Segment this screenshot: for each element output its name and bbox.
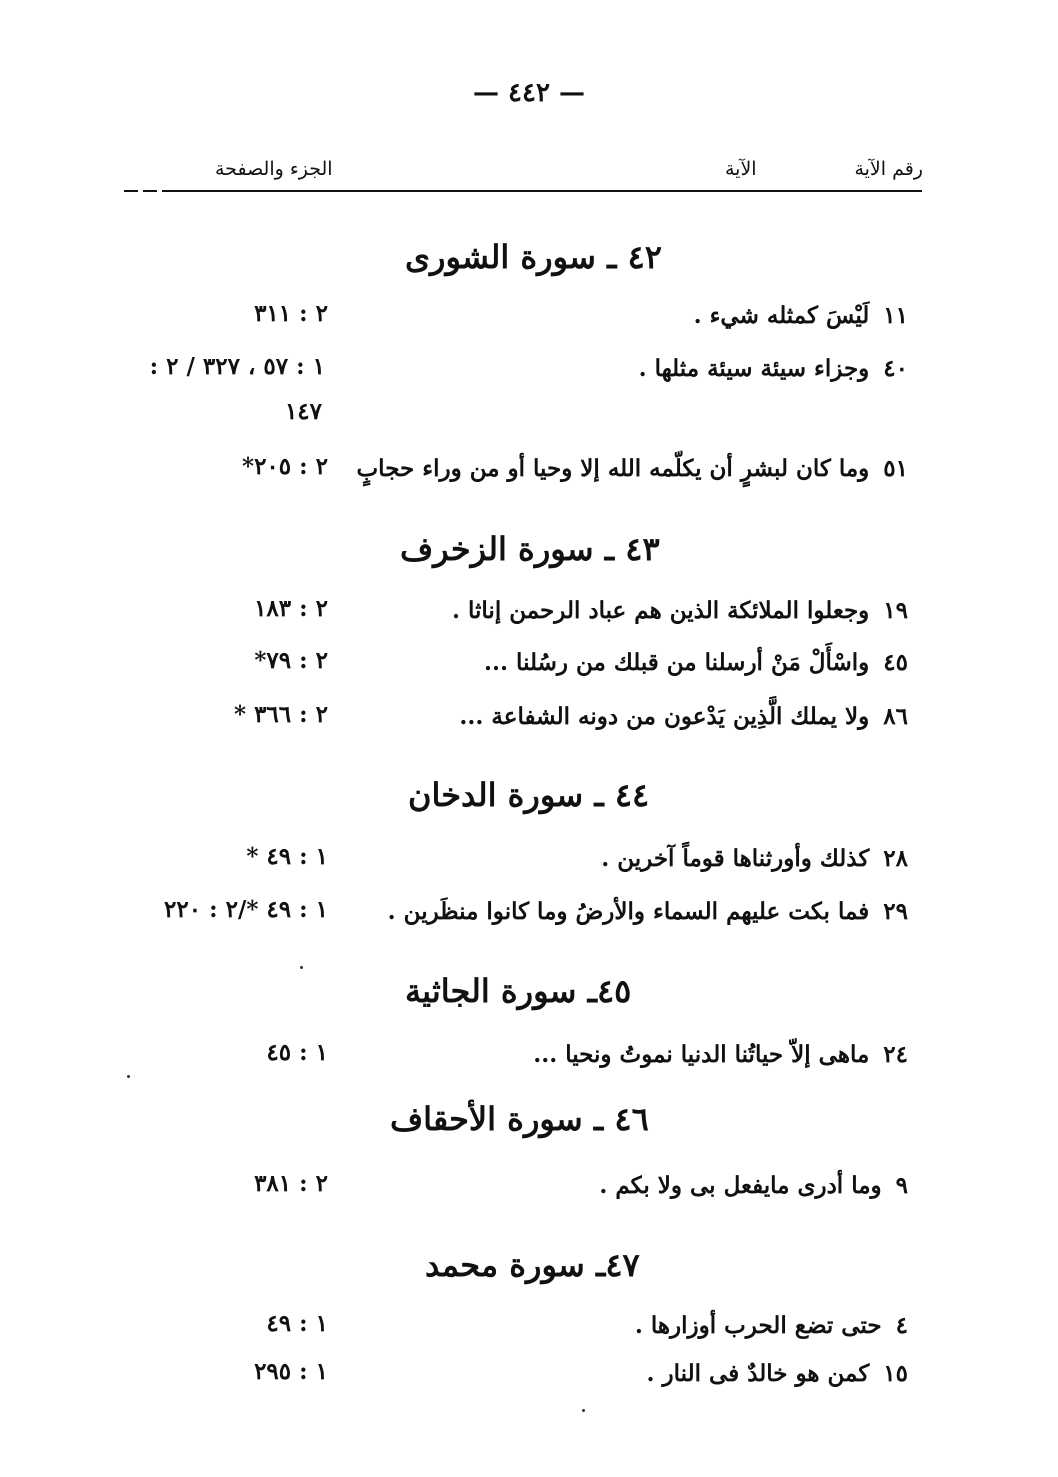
volume-page-reference: ١ : ٥٧ ، ٣٢٧ / ٢ : xyxy=(149,353,325,380)
volume-page-reference: ١ : ٤٥ xyxy=(266,1039,328,1066)
volume-page-reference: ٢ : ٧٩* xyxy=(254,647,328,674)
volume-page-reference: ٢ : ١٨٣ xyxy=(254,595,328,622)
scan-speck xyxy=(300,966,303,969)
volume-page-reference: ٢ : ٣١١ xyxy=(254,300,328,327)
volume-page-reference: ٢ : ٣٦٦ * xyxy=(234,701,328,728)
verse-text: فما بكت عليهم السماء والأرضُ وما كانوا منظَرين . xyxy=(387,898,870,925)
column-header-verse: الآية xyxy=(725,158,757,180)
verse-number: ٨٦ xyxy=(883,703,908,730)
verse-entry xyxy=(601,845,908,872)
volume-page-reference-continued: ١٤٧ xyxy=(284,398,322,425)
verse-text: لَيْسَ كمثله شيء . xyxy=(693,302,870,329)
column-header-verse-number: رقم الآية xyxy=(854,158,923,180)
surah-title: ٤٢ ـ سورة الشورى xyxy=(405,238,662,276)
verse-entry xyxy=(694,302,908,329)
verse-text: حتى تضع الحرب أوزارها . xyxy=(634,1312,882,1339)
verse-number: ٤ xyxy=(895,1312,908,1339)
volume-page-reference: ١ : ٢٩٥ xyxy=(254,1358,328,1385)
verse-text: كذلك وأورثناها قوماً آخرين . xyxy=(601,845,870,872)
verse-entry xyxy=(599,1172,908,1199)
verse-number: ٥١ xyxy=(883,455,908,482)
verse-text: وما كان لبشرٍ أن يكلّمه الله إلا وحيا أو من وراء حجابٍ xyxy=(356,455,870,482)
verse-entry xyxy=(635,1312,908,1339)
verse-entry xyxy=(357,455,908,482)
verse-text: ماهى إلاّ حياتُنا الدنيا نموتُ ونحيا ... xyxy=(533,1041,870,1068)
surah-title: ٤٥ـ سورة الجاثية xyxy=(405,972,632,1010)
surah-title: ٤٧ـ سورة محمد xyxy=(425,1246,640,1284)
verse-number: ٩ xyxy=(895,1172,908,1199)
verse-text: وجزاء سيئة سيئة مثلها . xyxy=(638,355,870,382)
verse-number: ٤٠ xyxy=(883,355,908,382)
verse-text: وجعلوا الملائكة الذين هم عباد الرحمن إناثا . xyxy=(452,597,870,624)
verse-number: ٢٨ xyxy=(883,845,908,872)
verse-text: كمن هو خالدٌ فى النار . xyxy=(646,1360,870,1387)
verse-text: ولا يملك الَّذِين يَدْعون من دونه الشفاعة ... xyxy=(459,703,870,730)
verse-entry xyxy=(639,355,908,382)
verse-number: ١١ xyxy=(883,302,908,329)
volume-page-reference: ٢ : ٢٠٥* xyxy=(242,453,328,480)
scan-speck xyxy=(127,1075,130,1078)
volume-page-reference: ١ : ٤٩ * xyxy=(246,843,328,870)
verse-entry xyxy=(533,1041,908,1068)
volume-page-reference: ٢ : ٣٨١ xyxy=(254,1170,328,1197)
verse-number: ٢٩ xyxy=(883,898,908,925)
verse-entry xyxy=(484,649,908,676)
verse-entry xyxy=(388,898,908,925)
verse-text: واسْأَلْ مَنْ أرسلنا من قبلك من رسُلنا ... xyxy=(484,649,870,676)
page-number: — ٤٤٢ — xyxy=(472,78,586,108)
header-divider-dashes xyxy=(124,190,176,192)
volume-page-reference: ١ : ٤٩ xyxy=(266,1310,328,1337)
verse-entry xyxy=(452,597,908,624)
header-divider xyxy=(127,190,922,192)
volume-page-reference: ١ : ٤٩ */٢ : ٢٢٠ xyxy=(164,896,328,923)
verse-number: ١٥ xyxy=(883,1360,908,1387)
surah-title: ٤٤ ـ سورة الدخان xyxy=(408,776,650,814)
verse-entry xyxy=(647,1360,908,1387)
verse-entry xyxy=(459,703,908,730)
surah-title: ٤٣ ـ سورة الزخرف xyxy=(400,530,660,568)
verse-number: ١٩ xyxy=(883,597,908,624)
verse-number: ٤٥ xyxy=(883,649,908,676)
column-header-volume-page: الجزء والصفحة xyxy=(215,158,333,180)
verse-number: ٢٤ xyxy=(883,1041,908,1068)
surah-title: ٤٦ ـ سورة الأحقاف xyxy=(390,1100,649,1138)
scan-speck xyxy=(582,1409,585,1412)
verse-text: وما أدرى مايفعل بى ولا بكم . xyxy=(599,1172,882,1199)
